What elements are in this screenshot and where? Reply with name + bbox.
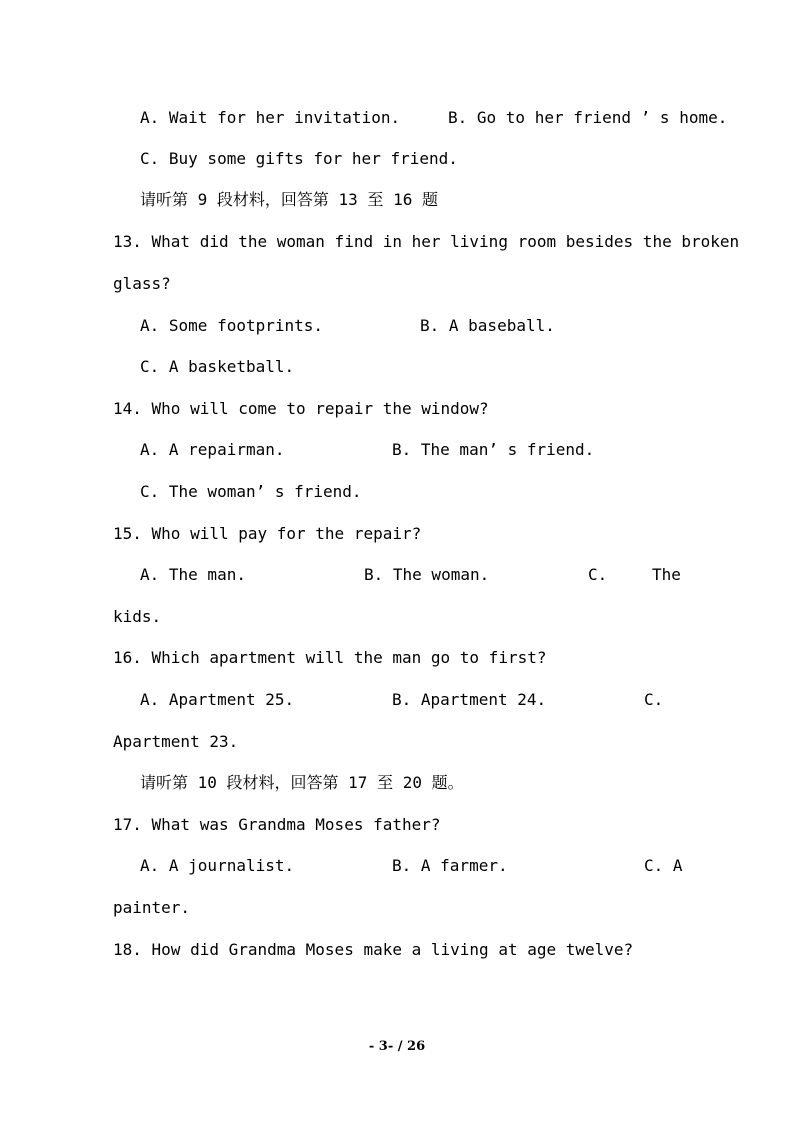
- option-a: A. Some footprints.: [140, 316, 324, 335]
- option-c-continued: Apartment 23.: [113, 732, 239, 751]
- question-13: 13. What did the woman find in her living room besides the broken: [113, 232, 740, 251]
- option-c-text: The: [652, 565, 681, 584]
- question-14: 14. Who will come to repair the window?: [113, 399, 489, 418]
- option-a: A. Wait for her invitation.: [140, 108, 401, 127]
- option-c: C. Buy some gifts for her friend.: [140, 149, 458, 168]
- option-b: B. The man’ s friend.: [392, 440, 595, 459]
- question-17: 17. What was Grandma Moses father?: [113, 815, 441, 834]
- option-c: C. The woman’ s friend.: [140, 482, 362, 501]
- option-c: C. A basketball.: [140, 357, 295, 376]
- page-number: - 3- / 26: [368, 1039, 426, 1054]
- question-16: 16. Which apartment will the man go to first?: [113, 648, 547, 667]
- question-15: 15. Who will pay for the repair?: [113, 524, 422, 543]
- option-b: B. The woman.: [364, 565, 490, 584]
- section-instruction: 请听第 9 段材料，回答第 13 至 16 题: [140, 190, 438, 209]
- option-c-continued: kids.: [113, 607, 162, 626]
- option-b: B. A baseball.: [420, 316, 555, 335]
- option-c-continued: painter.: [113, 898, 191, 917]
- option-c: C. A: [644, 856, 683, 875]
- option-b: B. Go to her friend ’ s home.: [448, 108, 728, 127]
- question-18: 18. How did Grandma Moses make a living at age twelve?: [113, 940, 634, 959]
- option-a: A. A repairman.: [140, 440, 285, 459]
- option-c-letter: C.: [644, 690, 664, 709]
- option-a: A. A journalist.: [140, 856, 295, 875]
- option-b: B. A farmer.: [392, 856, 508, 875]
- section-instruction: 请听第 10 段材料，回答第 17 至 20 题。: [140, 773, 464, 792]
- option-a: A. Apartment 25.: [140, 690, 295, 709]
- option-b: B. Apartment 24.: [392, 690, 547, 709]
- option-c-letter: C.: [588, 565, 608, 584]
- option-a: A. The man.: [140, 565, 246, 584]
- question-13-continued: glass?: [113, 274, 171, 293]
